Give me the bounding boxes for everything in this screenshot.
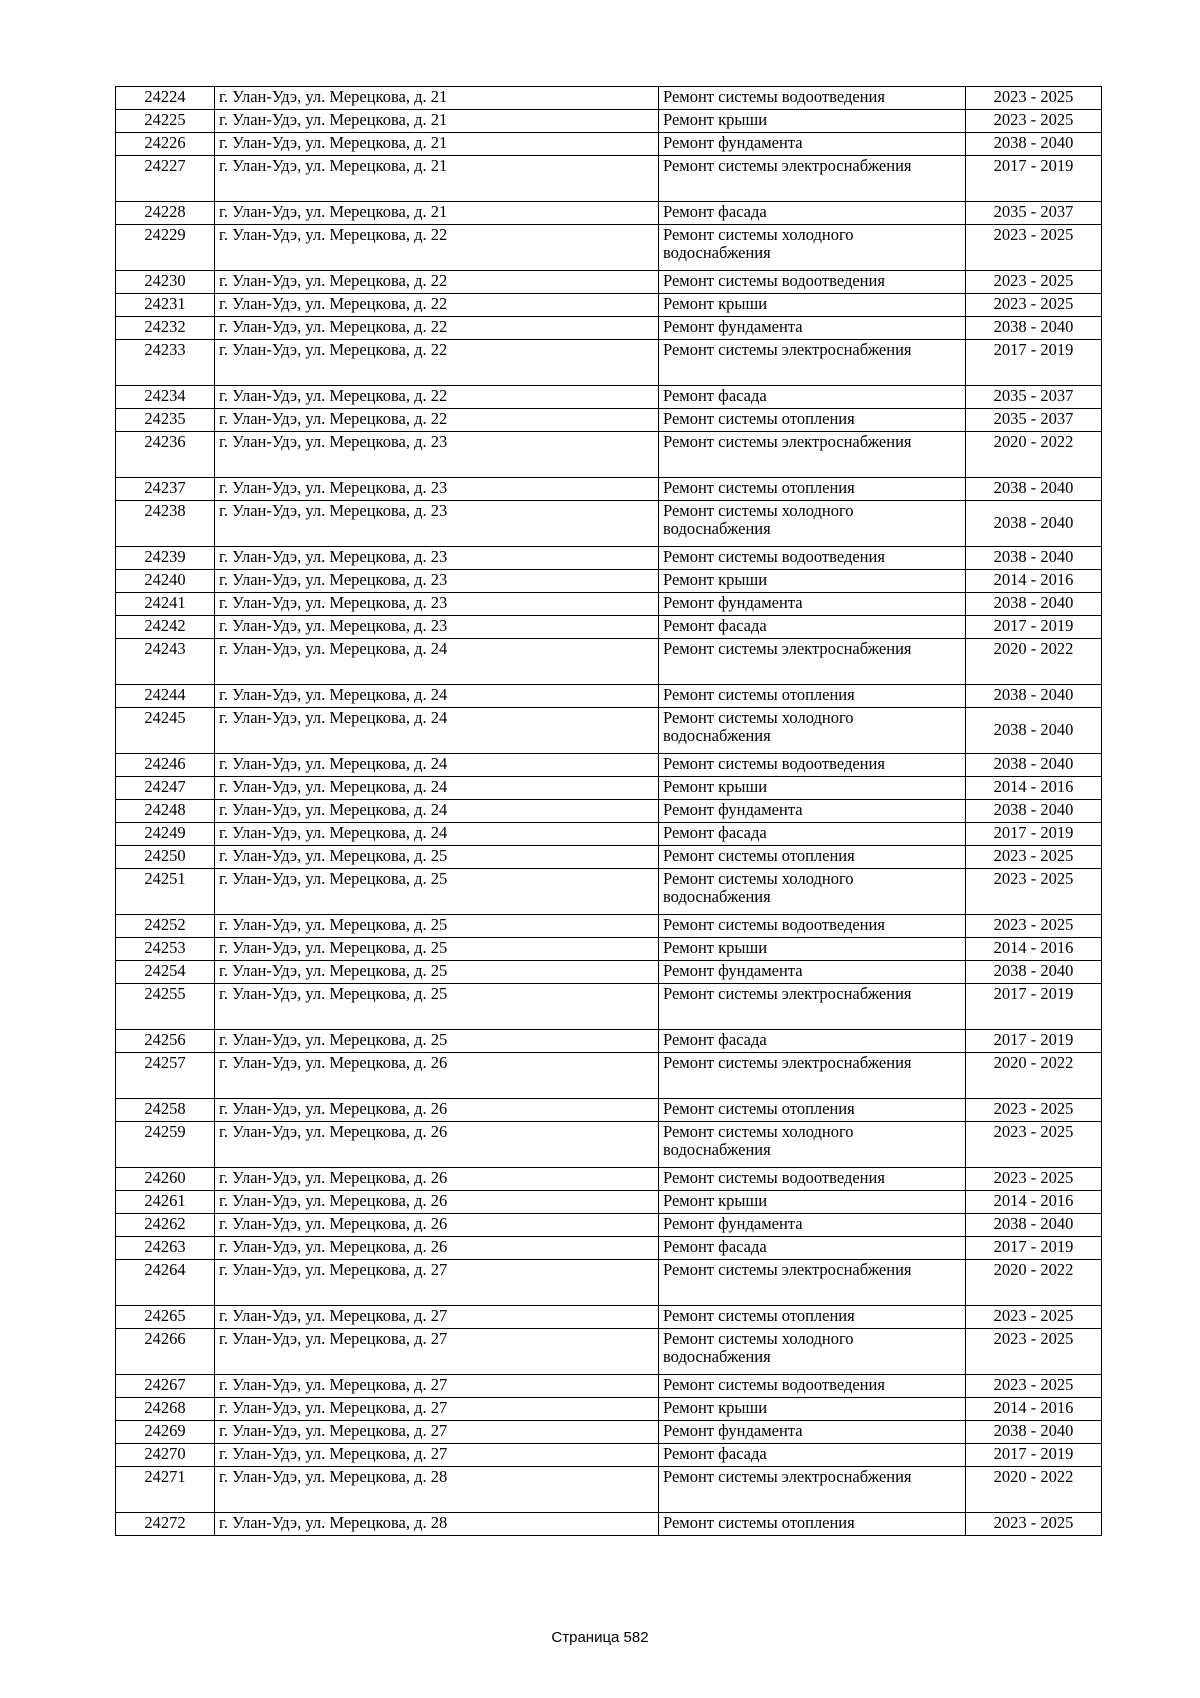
table-row	[116, 961, 1102, 984]
work-type-cell: Ремонт системы отопления	[659, 1513, 966, 1536]
row-id-cell: 24238	[116, 501, 215, 547]
address-cell: г. Улан-Удэ, ул. Мерецкова, д. 23	[215, 570, 659, 593]
table-row	[116, 1030, 1102, 1053]
table-row	[116, 386, 1102, 409]
period-cell: 2038 - 2040	[966, 593, 1102, 616]
address-cell: г. Улан-Удэ, ул. Мерецкова, д. 25	[215, 961, 659, 984]
work-type-cell: Ремонт системы отопления	[659, 685, 966, 708]
row-id-cell: 24241	[116, 593, 215, 616]
table-row	[116, 1513, 1102, 1536]
address-cell: г. Улан-Удэ, ул. Мерецкова, д. 24	[215, 754, 659, 777]
period-cell: 2014 - 2016	[966, 1191, 1102, 1214]
period-cell: 2014 - 2016	[966, 938, 1102, 961]
work-type-cell: Ремонт фундамента	[659, 961, 966, 984]
work-type-cell: Ремонт фундамента	[659, 1214, 966, 1237]
period-cell: 2038 - 2040	[966, 478, 1102, 501]
work-type-cell: Ремонт крыши	[659, 938, 966, 961]
row-id-cell: 24229	[116, 225, 215, 271]
address-cell: г. Улан-Удэ, ул. Мерецкова, д. 24	[215, 685, 659, 708]
address-cell: г. Улан-Удэ, ул. Мерецкова, д. 28	[215, 1513, 659, 1536]
row-id-cell: 24265	[116, 1306, 215, 1329]
table-row	[116, 1168, 1102, 1191]
work-type-cell: Ремонт системы электроснабжения	[659, 156, 966, 202]
table-row	[116, 133, 1102, 156]
row-id-cell: 24236	[116, 432, 215, 478]
table-row	[116, 1122, 1102, 1168]
table-row	[116, 800, 1102, 823]
work-type-cell: Ремонт системы электроснабжения	[659, 984, 966, 1030]
table-row	[116, 754, 1102, 777]
period-cell: 2020 - 2022	[966, 639, 1102, 685]
address-cell: г. Улан-Удэ, ул. Мерецкова, д. 27	[215, 1421, 659, 1444]
row-id-cell: 24257	[116, 1053, 215, 1099]
work-type-cell: Ремонт системы водоотведения	[659, 915, 966, 938]
row-id-cell: 24253	[116, 938, 215, 961]
work-type-cell: Ремонт системы отопления	[659, 478, 966, 501]
table-row	[116, 1375, 1102, 1398]
row-id-cell: 24234	[116, 386, 215, 409]
address-cell: г. Улан-Удэ, ул. Мерецкова, д. 26	[215, 1099, 659, 1122]
table-row	[116, 225, 1102, 271]
address-cell: г. Улан-Удэ, ул. Мерецкова, д. 27	[215, 1398, 659, 1421]
work-type-cell: Ремонт крыши	[659, 294, 966, 317]
work-type-cell: Ремонт системы холодного водоснабжения	[659, 501, 966, 547]
row-id-cell: 24259	[116, 1122, 215, 1168]
address-cell: г. Улан-Удэ, ул. Мерецкова, д. 21	[215, 87, 659, 110]
address-cell: г. Улан-Удэ, ул. Мерецкова, д. 21	[215, 110, 659, 133]
table-row	[116, 501, 1102, 547]
work-type-cell: Ремонт крыши	[659, 570, 966, 593]
address-cell: г. Улан-Удэ, ул. Мерецкова, д. 27	[215, 1375, 659, 1398]
period-cell: 2023 - 2025	[966, 225, 1102, 271]
table-row	[116, 1329, 1102, 1375]
work-type-cell: Ремонт системы водоотведения	[659, 1168, 966, 1191]
work-type-cell: Ремонт системы холодного водоснабжения	[659, 1122, 966, 1168]
period-cell: 2017 - 2019	[966, 823, 1102, 846]
work-type-cell: Ремонт крыши	[659, 777, 966, 800]
table-row	[116, 1398, 1102, 1421]
address-cell: г. Улан-Удэ, ул. Мерецкова, д. 23	[215, 616, 659, 639]
address-cell: г. Улан-Удэ, ул. Мерецкова, д. 22	[215, 317, 659, 340]
work-type-cell: Ремонт фасада	[659, 616, 966, 639]
row-id-cell: 24268	[116, 1398, 215, 1421]
period-cell: 2023 - 2025	[966, 87, 1102, 110]
address-cell: г. Улан-Удэ, ул. Мерецкова, д. 26	[215, 1053, 659, 1099]
address-cell: г. Улан-Удэ, ул. Мерецкова, д. 24	[215, 823, 659, 846]
period-cell: 2038 - 2040	[966, 501, 1102, 547]
address-cell: г. Улан-Удэ, ул. Мерецкова, д. 22	[215, 271, 659, 294]
period-cell: 2038 - 2040	[966, 1214, 1102, 1237]
address-cell: г. Улан-Удэ, ул. Мерецкова, д. 26	[215, 1122, 659, 1168]
table-body	[116, 87, 1102, 1536]
table-row	[116, 1421, 1102, 1444]
row-id-cell: 24243	[116, 639, 215, 685]
address-cell: г. Улан-Удэ, ул. Мерецкова, д. 23	[215, 432, 659, 478]
table-row	[116, 1306, 1102, 1329]
row-id-cell: 24224	[116, 87, 215, 110]
row-id-cell: 24227	[116, 156, 215, 202]
address-cell: г. Улан-Удэ, ул. Мерецкова, д. 21	[215, 156, 659, 202]
period-cell: 2020 - 2022	[966, 1053, 1102, 1099]
address-cell: г. Улан-Удэ, ул. Мерецкова, д. 21	[215, 202, 659, 225]
period-cell: 2035 - 2037	[966, 409, 1102, 432]
row-id-cell: 24246	[116, 754, 215, 777]
address-cell: г. Улан-Удэ, ул. Мерецкова, д. 25	[215, 984, 659, 1030]
period-cell: 2038 - 2040	[966, 133, 1102, 156]
row-id-cell: 24270	[116, 1444, 215, 1467]
row-id-cell: 24248	[116, 800, 215, 823]
page-number: Страница 582	[551, 1629, 649, 1646]
address-cell: г. Улан-Удэ, ул. Мерецкова, д. 23	[215, 478, 659, 501]
address-cell: г. Улан-Удэ, ул. Мерецкова, д. 25	[215, 846, 659, 869]
address-cell: г. Улан-Удэ, ул. Мерецкова, д. 24	[215, 708, 659, 754]
table-row	[116, 639, 1102, 685]
row-id-cell: 24256	[116, 1030, 215, 1053]
row-id-cell: 24255	[116, 984, 215, 1030]
row-id-cell: 24226	[116, 133, 215, 156]
work-type-cell: Ремонт фасада	[659, 1444, 966, 1467]
row-id-cell: 24250	[116, 846, 215, 869]
table-row	[116, 823, 1102, 846]
work-type-cell: Ремонт системы холодного водоснабжения	[659, 708, 966, 754]
address-cell: г. Улан-Удэ, ул. Мерецкова, д. 23	[215, 501, 659, 547]
period-cell: 2023 - 2025	[966, 869, 1102, 915]
address-cell: г. Улан-Удэ, ул. Мерецкова, д. 24	[215, 639, 659, 685]
work-type-cell: Ремонт фундамента	[659, 593, 966, 616]
table-row	[116, 1214, 1102, 1237]
table-row	[116, 202, 1102, 225]
period-cell: 2023 - 2025	[966, 1168, 1102, 1191]
address-cell: г. Улан-Удэ, ул. Мерецкова, д. 27	[215, 1444, 659, 1467]
period-cell: 2038 - 2040	[966, 1421, 1102, 1444]
table-row	[116, 708, 1102, 754]
row-id-cell: 24240	[116, 570, 215, 593]
period-cell: 2014 - 2016	[966, 1398, 1102, 1421]
table-row	[116, 547, 1102, 570]
work-type-cell: Ремонт крыши	[659, 110, 966, 133]
period-cell: 2017 - 2019	[966, 1237, 1102, 1260]
table-row	[116, 938, 1102, 961]
period-cell: 2038 - 2040	[966, 708, 1102, 754]
address-cell: г. Улан-Удэ, ул. Мерецкова, д. 26	[215, 1237, 659, 1260]
row-id-cell: 24249	[116, 823, 215, 846]
address-cell: г. Улан-Удэ, ул. Мерецкова, д. 24	[215, 777, 659, 800]
table-row	[116, 432, 1102, 478]
row-id-cell: 24244	[116, 685, 215, 708]
period-cell: 2020 - 2022	[966, 1260, 1102, 1306]
row-id-cell: 24261	[116, 1191, 215, 1214]
row-id-cell: 24252	[116, 915, 215, 938]
table-row	[116, 340, 1102, 386]
period-cell: 2023 - 2025	[966, 846, 1102, 869]
row-id-cell: 24263	[116, 1237, 215, 1260]
period-cell: 2017 - 2019	[966, 1444, 1102, 1467]
table-row	[116, 593, 1102, 616]
address-cell: г. Улан-Удэ, ул. Мерецкова, д. 24	[215, 800, 659, 823]
work-type-cell: Ремонт крыши	[659, 1191, 966, 1214]
table-row	[116, 777, 1102, 800]
period-cell: 2017 - 2019	[966, 156, 1102, 202]
row-id-cell: 24262	[116, 1214, 215, 1237]
row-id-cell: 24237	[116, 478, 215, 501]
table-row	[116, 271, 1102, 294]
row-id-cell: 24232	[116, 317, 215, 340]
address-cell: г. Улан-Удэ, ул. Мерецкова, д. 22	[215, 225, 659, 271]
work-type-cell: Ремонт системы холодного водоснабжения	[659, 1329, 966, 1375]
address-cell: г. Улан-Удэ, ул. Мерецкова, д. 22	[215, 340, 659, 386]
work-type-cell: Ремонт системы отопления	[659, 409, 966, 432]
period-cell: 2038 - 2040	[966, 754, 1102, 777]
row-id-cell: 24264	[116, 1260, 215, 1306]
work-type-cell: Ремонт системы электроснабжения	[659, 432, 966, 478]
work-type-cell: Ремонт фасада	[659, 1237, 966, 1260]
work-type-cell: Ремонт системы электроснабжения	[659, 1260, 966, 1306]
period-cell: 2023 - 2025	[966, 110, 1102, 133]
row-id-cell: 24271	[116, 1467, 215, 1513]
period-cell: 2023 - 2025	[966, 294, 1102, 317]
work-type-cell: Ремонт системы водоотведения	[659, 271, 966, 294]
row-id-cell: 24235	[116, 409, 215, 432]
address-cell: г. Улан-Удэ, ул. Мерецкова, д. 27	[215, 1260, 659, 1306]
period-cell: 2023 - 2025	[966, 1329, 1102, 1375]
period-cell: 2017 - 2019	[966, 984, 1102, 1030]
row-id-cell: 24258	[116, 1099, 215, 1122]
period-cell: 2017 - 2019	[966, 340, 1102, 386]
address-cell: г. Улан-Удэ, ул. Мерецкова, д. 25	[215, 915, 659, 938]
row-id-cell: 24267	[116, 1375, 215, 1398]
table-row	[116, 156, 1102, 202]
period-cell: 2038 - 2040	[966, 317, 1102, 340]
table-row	[116, 294, 1102, 317]
period-cell: 2038 - 2040	[966, 961, 1102, 984]
row-id-cell: 24254	[116, 961, 215, 984]
row-id-cell: 24266	[116, 1329, 215, 1375]
row-id-cell: 24230	[116, 271, 215, 294]
row-id-cell: 24247	[116, 777, 215, 800]
work-type-cell: Ремонт фундамента	[659, 800, 966, 823]
address-cell: г. Улан-Удэ, ул. Мерецкова, д. 22	[215, 294, 659, 317]
table-row	[116, 1467, 1102, 1513]
table-row	[116, 1444, 1102, 1467]
period-cell: 2023 - 2025	[966, 1513, 1102, 1536]
table-row	[116, 616, 1102, 639]
row-id-cell: 24251	[116, 869, 215, 915]
work-type-cell: Ремонт системы отопления	[659, 1099, 966, 1122]
table-row	[116, 915, 1102, 938]
table-row	[116, 685, 1102, 708]
address-cell: г. Улан-Удэ, ул. Мерецкова, д. 25	[215, 869, 659, 915]
address-cell: г. Улан-Удэ, ул. Мерецкова, д. 28	[215, 1467, 659, 1513]
work-type-cell: Ремонт системы холодного водоснабжения	[659, 869, 966, 915]
work-type-cell: Ремонт фасада	[659, 1030, 966, 1053]
table-row	[116, 87, 1102, 110]
work-type-cell: Ремонт фундамента	[659, 133, 966, 156]
table-row	[116, 869, 1102, 915]
address-cell: г. Улан-Удэ, ул. Мерецкова, д. 27	[215, 1329, 659, 1375]
work-type-cell: Ремонт системы холодного водоснабжения	[659, 225, 966, 271]
address-cell: г. Улан-Удэ, ул. Мерецкова, д. 23	[215, 593, 659, 616]
work-type-cell: Ремонт системы водоотведения	[659, 1375, 966, 1398]
work-type-cell: Ремонт фундамента	[659, 317, 966, 340]
table-row	[116, 846, 1102, 869]
address-cell: г. Улан-Удэ, ул. Мерецкова, д. 27	[215, 1306, 659, 1329]
period-cell: 2023 - 2025	[966, 1122, 1102, 1168]
work-type-cell: Ремонт системы водоотведения	[659, 754, 966, 777]
period-cell: 2023 - 2025	[966, 1099, 1102, 1122]
address-cell: г. Улан-Удэ, ул. Мерецкова, д. 23	[215, 547, 659, 570]
work-type-cell: Ремонт системы электроснабжения	[659, 1467, 966, 1513]
table-row	[116, 1191, 1102, 1214]
row-id-cell: 24272	[116, 1513, 215, 1536]
period-cell: 2023 - 2025	[966, 1306, 1102, 1329]
row-id-cell: 24245	[116, 708, 215, 754]
address-cell: г. Улан-Удэ, ул. Мерецкова, д. 26	[215, 1168, 659, 1191]
period-cell: 2035 - 2037	[966, 386, 1102, 409]
period-cell: 2020 - 2022	[966, 1467, 1102, 1513]
row-id-cell: 24269	[116, 1421, 215, 1444]
table-row	[116, 1099, 1102, 1122]
work-type-cell: Ремонт системы водоотведения	[659, 547, 966, 570]
row-id-cell: 24225	[116, 110, 215, 133]
table-row	[116, 570, 1102, 593]
table-row	[116, 478, 1102, 501]
work-type-cell: Ремонт крыши	[659, 1398, 966, 1421]
work-type-cell: Ремонт фасада	[659, 386, 966, 409]
work-type-cell: Ремонт фундамента	[659, 1421, 966, 1444]
period-cell: 2038 - 2040	[966, 685, 1102, 708]
period-cell: 2035 - 2037	[966, 202, 1102, 225]
table-row	[116, 984, 1102, 1030]
period-cell: 2023 - 2025	[966, 1375, 1102, 1398]
period-cell: 2038 - 2040	[966, 547, 1102, 570]
table-row	[116, 1260, 1102, 1306]
address-cell: г. Улан-Удэ, ул. Мерецкова, д. 25	[215, 938, 659, 961]
work-type-cell: Ремонт системы электроснабжения	[659, 340, 966, 386]
period-cell: 2023 - 2025	[966, 271, 1102, 294]
address-cell: г. Улан-Удэ, ул. Мерецкова, д. 22	[215, 386, 659, 409]
period-cell: 2014 - 2016	[966, 570, 1102, 593]
row-id-cell: 24260	[116, 1168, 215, 1191]
table-row	[116, 409, 1102, 432]
address-cell: г. Улан-Удэ, ул. Мерецкова, д. 22	[215, 409, 659, 432]
address-cell: г. Улан-Удэ, ул. Мерецкова, д. 26	[215, 1214, 659, 1237]
table-row	[116, 1237, 1102, 1260]
work-type-cell: Ремонт фасада	[659, 823, 966, 846]
period-cell: 2017 - 2019	[966, 1030, 1102, 1053]
work-type-cell: Ремонт фасада	[659, 202, 966, 225]
work-type-cell: Ремонт системы электроснабжения	[659, 1053, 966, 1099]
period-cell: 2017 - 2019	[966, 616, 1102, 639]
table-row	[116, 1053, 1102, 1099]
period-cell: 2014 - 2016	[966, 777, 1102, 800]
period-cell: 2038 - 2040	[966, 800, 1102, 823]
row-id-cell: 24242	[116, 616, 215, 639]
address-cell: г. Улан-Удэ, ул. Мерецкова, д. 21	[215, 133, 659, 156]
work-type-cell: Ремонт системы отопления	[659, 846, 966, 869]
period-cell: 2023 - 2025	[966, 915, 1102, 938]
work-type-cell: Ремонт системы водоотведения	[659, 87, 966, 110]
work-type-cell: Ремонт системы электроснабжения	[659, 639, 966, 685]
table-row	[116, 317, 1102, 340]
period-cell: 2020 - 2022	[966, 432, 1102, 478]
row-id-cell: 24233	[116, 340, 215, 386]
table-row	[116, 110, 1102, 133]
repair-schedule-table	[115, 86, 1102, 1536]
work-type-cell: Ремонт системы отопления	[659, 1306, 966, 1329]
row-id-cell: 24239	[116, 547, 215, 570]
address-cell: г. Улан-Удэ, ул. Мерецкова, д. 25	[215, 1030, 659, 1053]
row-id-cell: 24231	[116, 294, 215, 317]
address-cell: г. Улан-Удэ, ул. Мерецкова, д. 26	[215, 1191, 659, 1214]
row-id-cell: 24228	[116, 202, 215, 225]
